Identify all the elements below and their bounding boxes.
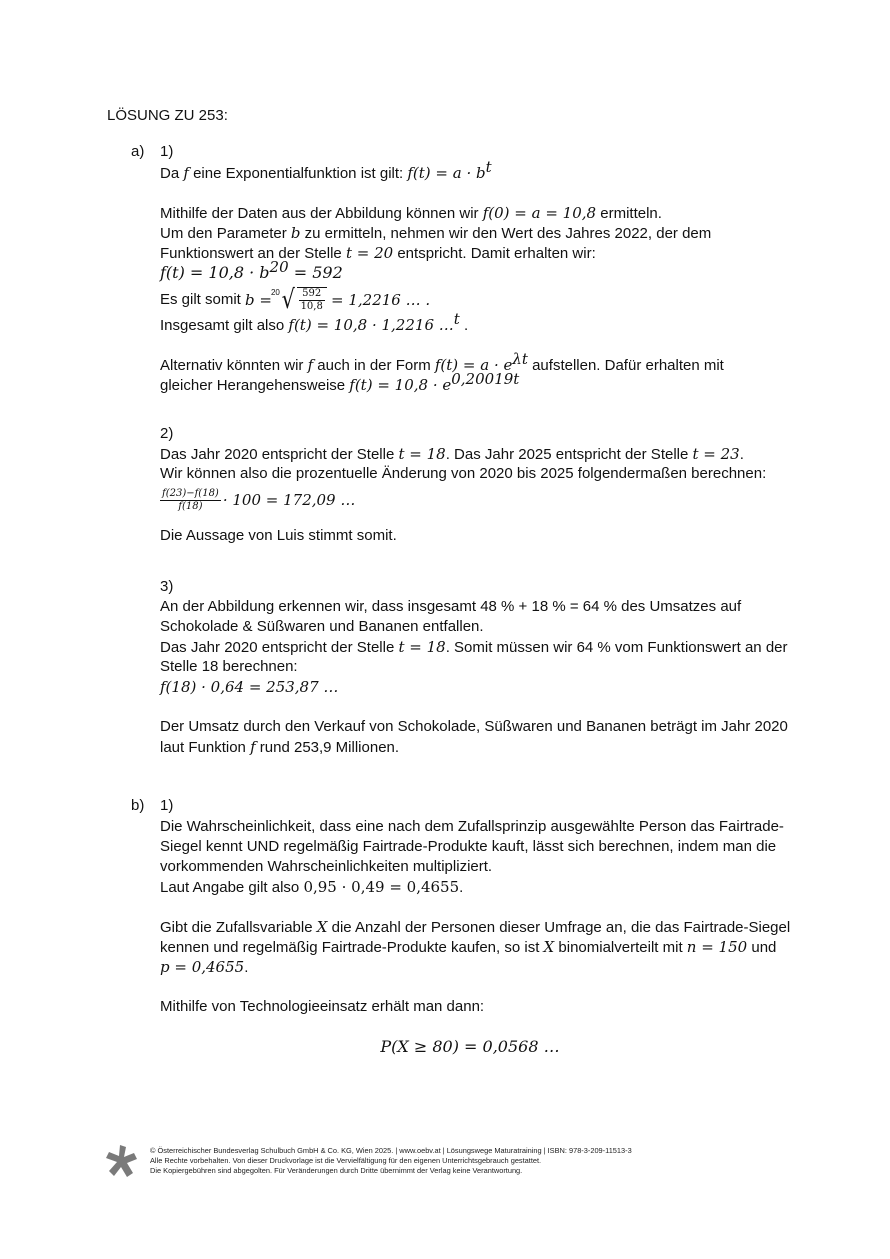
a3-line-4: Stelle 18 berechnen:	[160, 658, 298, 675]
a1-line-3: Um den Parameter b zu ermitteln, nehmen wir den Wert des Jahres 2022, der dem	[160, 224, 712, 242]
b1-line-8: Mithilfe von Technologieeinsatz erhält man dann:	[160, 998, 485, 1015]
publisher-logo-icon	[104, 1143, 140, 1179]
a1-number: 1)	[160, 143, 174, 160]
a1-line-2: Mithilfe der Daten aus der Abbildung können wir f(0) = a = 10,8 ermitteln.	[160, 204, 662, 222]
a2-line-3: $\frac{f(23)-f(18)}{f(18)}$ · 100 = 172,09 …	[162, 487, 356, 512]
a3-line-7: laut Funktion f rund 253,9 Millionen.	[160, 738, 400, 756]
b1-line-5: Gibt die Zufallsvariable X die Anzahl der Personen dieser Umfrage an, die das Fairtrade-Siegel	[160, 918, 791, 936]
b1-line-6: kennen und regelmäßig Fairtrade-Produkte kaufen, so ist X binomialverteilt mit n = 150 und	[160, 938, 777, 956]
fraction: $\frac{f(23)-f(18)}{f(18)}$	[162, 487, 219, 512]
copyright-notice: © Österreichischer Bundesverlag Schulbuch GmbH & Co. KG, Wien 2025. | www.oebv.at | Lösungswege Maturatraining | ISBN: 978-3-209-11513-3 Alle Rechte vorbehalten. Von dieser Druckvorlage ist die Vervielfältigung für den eigenen Unterrichtsgebrauch gestattet. Die Kopiergebühren sind abgegolten. Für Veränderungen durch Dritte übernimmt der Verlag keine Verantwortung.	[150, 1146, 632, 1175]
a2-line-2: Wir können also die prozentuelle Änderung von 2020 bis 2025 folgendermaßen berechnen:	[160, 465, 767, 482]
b1-line-9: P(X ≥ 80) = 0,0568 …	[380, 1037, 560, 1056]
a3-line-2: Schokolade & Süßwaren und Bananen entfallen.	[160, 618, 484, 635]
a1-line-1: Da f eine Exponentialfunktion ist gilt: $f(t) = a \cdot b^t$	[160, 158, 492, 182]
page-title: LÖSUNG ZU 253:	[107, 107, 228, 124]
a1-line-5: $f(t) = 10,8 \cdot b^{20} = 592$	[160, 258, 343, 282]
b1-line-3: vorkommenden Wahrscheinlichkeiten multipliziert.	[160, 858, 493, 875]
a2-solution	[160, 424, 800, 546]
a1-line-9: gleicher Herangehensweise $f(t) = 10,8 \cdot e^{0,20019t}$	[160, 370, 520, 394]
a2-line-1: Das Jahr 2020 entspricht der Stelle t = 18. Das Jahr 2025 entspricht der Stelle t = 23.	[160, 445, 744, 463]
a3-line-6: Der Umsatz durch den Verkauf von Schokolade, Süßwaren und Bananen beträgt im Jahr 2020	[160, 718, 788, 735]
radical-sign-icon: √	[281, 285, 295, 315]
b1-line-1: Die Wahrscheinlichkeit, dass eine nach dem Zufallsprinzip ausgewählte Person das Fairtrade-	[160, 818, 784, 835]
a1-solution	[160, 158, 800, 395]
b1-line-4: Laut Angabe gilt also 0,95 · 0,49 = 0,4655.	[160, 878, 464, 896]
part-a-label: a)	[131, 143, 145, 160]
a1-line-4: Funktionswert an der Stelle t = 20 entspricht. Damit erhalten wir:	[160, 244, 596, 262]
a2-number: 2)	[160, 425, 174, 442]
b1-number: 1)	[160, 797, 174, 814]
a3-line-1: An der Abbildung erkennen wir, dass insgesamt 48 % + 18 % = 64 % des Umsatzes auf	[160, 598, 742, 615]
fraction: $\frac{592}{10,8}$	[300, 288, 323, 312]
b1-solution	[160, 817, 800, 1057]
a3-line-3: Das Jahr 2020 entspricht der Stelle t = 18. Somit müssen wir 64 % vom Funktionswert an der	[160, 638, 788, 656]
a3-solution	[160, 577, 800, 757]
a1-line-8: Alternativ könnten wir f auch in der Form $f(t) = a \cdot e^{\lambda t}$ aufstellen. Dafür erhalten mit	[160, 350, 724, 374]
a3-number: 3)	[160, 578, 174, 595]
a1-line-6: Es gilt somit b = 20 √ $\frac{592}{10,8}$ = 1,2216 … .	[160, 285, 431, 315]
part-b-label: b)	[131, 797, 145, 814]
b1-line-2: Siegel kennt UND regelmäßig Fairtrade-Produkte kauft, lässt sich berechnen, indem man die	[160, 838, 777, 855]
nth-root: 20 √ $\frac{592}{10,8}$	[280, 287, 327, 313]
b1-line-7: p = 0,4655.	[160, 958, 249, 976]
a1-line-7: Insgesamt gilt also f(t) = 10,8 · 1,2216 …$^t$ .	[160, 310, 469, 334]
a3-line-5: f(18) · 0,64 = 253,87 …	[160, 678, 339, 696]
a2-line-4: Die Aussage von Luis stimmt somit.	[160, 527, 397, 544]
